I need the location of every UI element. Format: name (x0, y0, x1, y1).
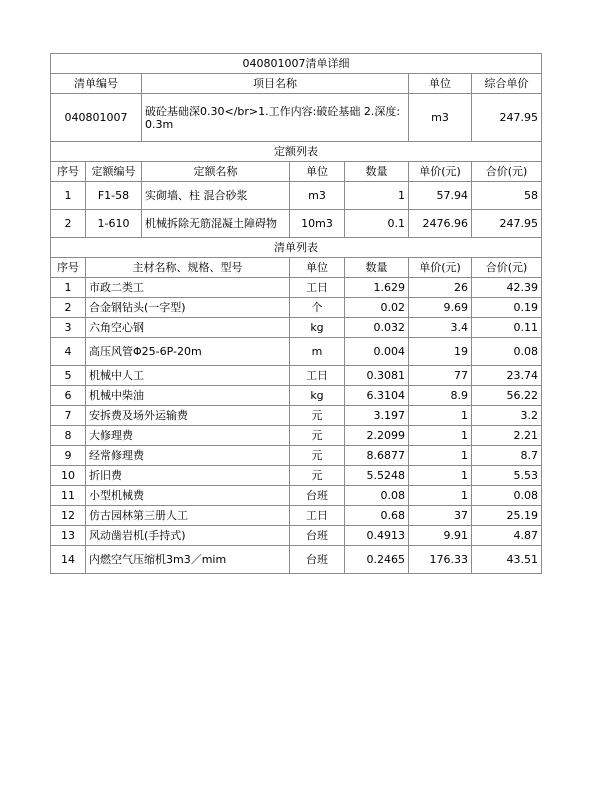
list-name: 仿古园林第三册人工 (86, 506, 290, 526)
list-name: 经常修理费 (86, 446, 290, 466)
list-no: 8 (51, 426, 86, 446)
list-unit-header: 单位 (290, 258, 345, 278)
list-unit: 工日 (290, 278, 345, 298)
list-unit: 个 (290, 298, 345, 318)
quota-code-header: 定额编号 (86, 162, 142, 182)
list-total: 43.51 (472, 546, 542, 574)
list-unit-price: 176.33 (409, 546, 472, 574)
list-name-header: 主材名称、规格、型号 (86, 258, 290, 278)
list-no-header: 序号 (51, 258, 86, 278)
list-no: 13 (51, 526, 86, 546)
list-title-row (51, 238, 542, 258)
list-qty: 2.2099 (345, 426, 409, 446)
quota-unit: m3 (290, 182, 345, 210)
list-unit-price: 77 (409, 366, 472, 386)
list-unit: 工日 (290, 506, 345, 526)
quota-code: 1-610 (86, 210, 142, 238)
list-no: 9 (51, 446, 86, 466)
list-no: 1 (51, 278, 86, 298)
list-name: 大修理费 (86, 426, 290, 446)
list-unit: 工日 (290, 366, 345, 386)
quota-qty-header: 数量 (345, 162, 409, 182)
list-name: 机械中人工 (86, 366, 290, 386)
list-unit-price: 9.91 (409, 526, 472, 546)
list-row (51, 318, 542, 338)
list-unit-price: 37 (409, 506, 472, 526)
list-qty-header: 数量 (345, 258, 409, 278)
list-no: 3 (51, 318, 86, 338)
quota-unit-price-header: 单价(元) (409, 162, 472, 182)
list-unit-price: 9.69 (409, 298, 472, 318)
list-name: 小型机械费 (86, 486, 290, 506)
list-row (51, 506, 542, 526)
list-total: 0.08 (472, 338, 542, 366)
list-total: 2.21 (472, 426, 542, 446)
list-total: 5.53 (472, 466, 542, 486)
list-row (51, 386, 542, 406)
list-row (51, 486, 542, 506)
list-total: 0.11 (472, 318, 542, 338)
quota-no: 2 (51, 210, 86, 238)
list-row (51, 406, 542, 426)
list-no: 7 (51, 406, 86, 426)
list-total-header: 合价(元) (472, 258, 542, 278)
table-body (51, 54, 542, 574)
list-qty: 5.5248 (345, 466, 409, 486)
quota-total: 247.95 (472, 210, 542, 238)
list-row (51, 466, 542, 486)
list-section-title: 清单列表 (51, 238, 542, 258)
bill-name: 破砼基础深0.30</br>1.工作内容:破砼基础 2.深度:0.3m (142, 94, 409, 142)
table-title: 040801007清单详细 (51, 54, 542, 74)
list-name: 机械中柴油 (86, 386, 290, 406)
bill-price: 247.95 (472, 94, 542, 142)
list-no: 6 (51, 386, 86, 406)
list-qty: 1.629 (345, 278, 409, 298)
list-qty: 0.032 (345, 318, 409, 338)
quota-total-header: 合价(元) (472, 162, 542, 182)
list-row (51, 526, 542, 546)
quota-code: F1-58 (86, 182, 142, 210)
list-unit: 台班 (290, 526, 345, 546)
list-name: 市政二类工 (86, 278, 290, 298)
list-no: 5 (51, 366, 86, 386)
list-unit: 元 (290, 466, 345, 486)
list-unit: 台班 (290, 546, 345, 574)
quota-name-header: 定额名称 (142, 162, 290, 182)
quota-unit-header: 单位 (290, 162, 345, 182)
quota-name: 机械拆除无筋混凝土障碍物 (142, 210, 290, 238)
quota-row (51, 210, 542, 238)
list-row (51, 338, 542, 366)
list-name: 安拆费及场外运输费 (86, 406, 290, 426)
list-unit-price: 1 (409, 426, 472, 446)
list-qty: 0.08 (345, 486, 409, 506)
list-no: 12 (51, 506, 86, 526)
list-row (51, 426, 542, 446)
bill-detail-table (50, 53, 542, 574)
quota-no: 1 (51, 182, 86, 210)
list-row (51, 298, 542, 318)
list-name: 风动凿岩机(手持式) (86, 526, 290, 546)
quota-name: 实砌墙、柱 混合砂浆 (142, 182, 290, 210)
quota-row (51, 182, 542, 210)
list-unit-price: 8.9 (409, 386, 472, 406)
list-name: 内燃空气压缩机3m3／mim (86, 546, 290, 574)
list-unit: m (290, 338, 345, 366)
list-total: 0.08 (472, 486, 542, 506)
list-no: 14 (51, 546, 86, 574)
quota-unit-price: 57.94 (409, 182, 472, 210)
bill-code-header: 清单编号 (51, 74, 142, 94)
bill-unit: m3 (409, 94, 472, 142)
bill-name-header: 项目名称 (142, 74, 409, 94)
list-qty: 0.02 (345, 298, 409, 318)
list-total: 42.39 (472, 278, 542, 298)
list-unit: 元 (290, 426, 345, 446)
list-name: 折旧费 (86, 466, 290, 486)
list-name: 六角空心钢 (86, 318, 290, 338)
list-unit: kg (290, 386, 345, 406)
list-unit: 元 (290, 446, 345, 466)
list-name: 高压风管Φ25-6P-20m (86, 338, 290, 366)
list-unit-price: 1 (409, 406, 472, 426)
list-no: 2 (51, 298, 86, 318)
quota-no-header: 序号 (51, 162, 86, 182)
list-unit-price: 1 (409, 486, 472, 506)
list-header-row (51, 258, 542, 278)
list-unit: 元 (290, 406, 345, 426)
list-no: 11 (51, 486, 86, 506)
bill-unit-header: 单位 (409, 74, 472, 94)
list-row (51, 546, 542, 574)
list-total: 8.7 (472, 446, 542, 466)
list-row (51, 278, 542, 298)
quota-total: 58 (472, 182, 542, 210)
list-row (51, 366, 542, 386)
list-qty: 0.3081 (345, 366, 409, 386)
list-unit-price: 3.4 (409, 318, 472, 338)
quota-section-title: 定额列表 (51, 142, 542, 162)
list-unit-price: 19 (409, 338, 472, 366)
quota-qty: 1 (345, 182, 409, 210)
list-no: 10 (51, 466, 86, 486)
quota-qty: 0.1 (345, 210, 409, 238)
bill-row (51, 94, 542, 142)
list-unit-price: 26 (409, 278, 472, 298)
list-name: 合金钢钻头(一字型) (86, 298, 290, 318)
list-qty: 6.3104 (345, 386, 409, 406)
list-total: 0.19 (472, 298, 542, 318)
quota-header-row (51, 162, 542, 182)
list-unit-price: 1 (409, 466, 472, 486)
list-unit: kg (290, 318, 345, 338)
list-total: 23.74 (472, 366, 542, 386)
bill-price-header: 综合单价 (472, 74, 542, 94)
quota-unit-price: 2476.96 (409, 210, 472, 238)
quota-unit: 10m3 (290, 210, 345, 238)
list-total: 4.87 (472, 526, 542, 546)
list-qty: 0.4913 (345, 526, 409, 546)
list-qty: 0.004 (345, 338, 409, 366)
list-no: 4 (51, 338, 86, 366)
list-unit: 台班 (290, 486, 345, 506)
list-qty: 0.68 (345, 506, 409, 526)
list-qty: 0.2465 (345, 546, 409, 574)
bill-header-row (51, 74, 542, 94)
title-row (51, 54, 542, 74)
list-qty: 3.197 (345, 406, 409, 426)
list-unit-price: 1 (409, 446, 472, 466)
list-total: 3.2 (472, 406, 542, 426)
quota-title-row (51, 142, 542, 162)
list-qty: 8.6877 (345, 446, 409, 466)
list-total: 56.22 (472, 386, 542, 406)
list-row (51, 446, 542, 466)
bill-code: 040801007 (51, 94, 142, 142)
list-total: 25.19 (472, 506, 542, 526)
list-unit-price-header: 单价(元) (409, 258, 472, 278)
